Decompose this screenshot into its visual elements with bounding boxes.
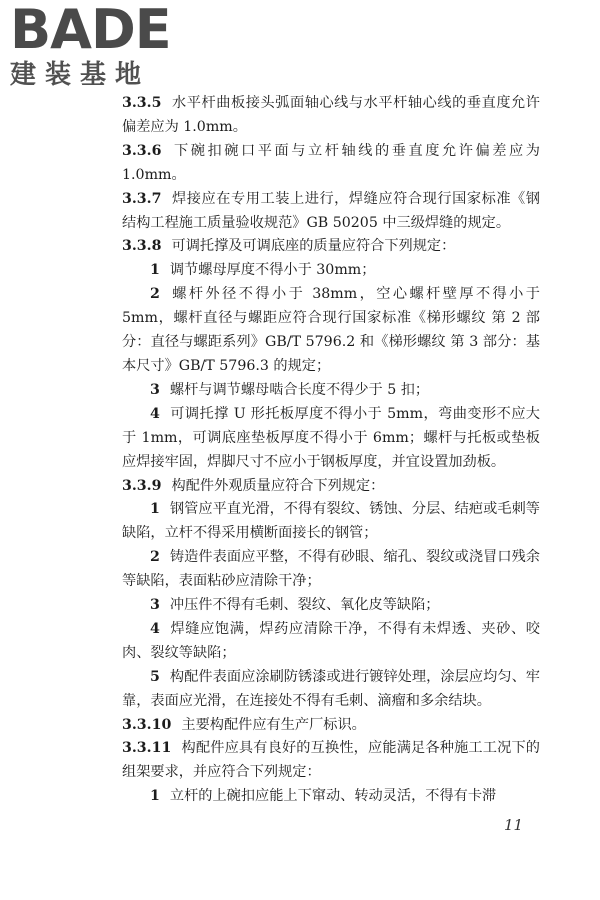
clause-3-3-9: 3.3.9 构配件外观质量应符合下列规定： bbox=[122, 477, 385, 494]
list-item: 2 铸造件表面应平整，不得有砂眼、缩孔、裂纹或浇冒口残余等缺陷，表面粘砂应清除干净； bbox=[122, 549, 540, 590]
logo-subtitle: 建装基地 bbox=[10, 60, 151, 90]
list-item: 2 螺杆外径不得小于 38mm，空心螺杆壁厚不得小于 5mm，螺杆直径与螺距应符合现行国家标准《梯形螺纹 第 2 部分：直径与螺距系列》GB/T 5796.2 和《梯形螺纹 第 3 部分：基本尺寸》GB/T 5796.3 的规定； bbox=[122, 286, 540, 374]
list-item: 1 调节螺母厚度不得小于 30mm； bbox=[150, 262, 376, 279]
list-item: 1 立杆的上碗扣应能上下窜动、转动灵活，不得有卡滞 bbox=[150, 788, 497, 805]
bade-logo bbox=[4, 2, 174, 94]
list-item: 4 焊缝应饱满，焊药应清除干净，不得有未焊透、夹砂、咬肉、裂纹等缺陷； bbox=[122, 620, 540, 661]
list-item: 3 冲压件不得有毛刺、裂纹、氧化皮等缺陷； bbox=[150, 597, 440, 614]
clause-3-3-11: 3.3.11 构配件应具有良好的互换性，应能满足各种施工工况下的组架要求，并应符合下列规定： bbox=[122, 740, 540, 781]
document-body bbox=[122, 92, 540, 809]
list-item: 4 可调托撑 U 形托板厚度不得小于 5mm，弯曲变形不应大于 1mm，可调底座垫板厚度不得小于 6mm；螺杆与托板或垫板应焊接牢固，焊脚尺寸不应小于钢板厚度，并宜设置加劲板。 bbox=[122, 405, 540, 470]
clause-3-3-6: 3.3.6 下碗扣碗口平面与立杆轴线的垂直度允许偏差应为 1.0mm。 bbox=[122, 142, 540, 183]
clause-3-3-7: 3.3.7 焊接应在专用工装上进行，焊缝应符合现行国家标准《钢结构工程施工质量验收规范》GB 50205 中三级焊缝的规定。 bbox=[122, 190, 540, 231]
clause-3-3-5: 3.3.5 水平杆曲板接头弧面轴心线与水平杆轴心线的垂直度允许偏差应为 1.0mm。 bbox=[122, 95, 540, 135]
list-item: 3 螺杆与调节螺母啮合长度不得少于 5 扣； bbox=[150, 381, 430, 398]
clause-3-3-10: 3.3.10 主要构配件应有生产厂标识。 bbox=[122, 716, 366, 733]
clause-3-3-8: 3.3.8 可调托撑及可调底座的质量应符合下列规定： bbox=[122, 238, 456, 255]
page-number: 11 bbox=[504, 816, 524, 834]
list-item: 5 构配件表面应涂刷防锈漆或进行镀锌处理，涂层应均匀、牢靠，表面应光滑，在连接处不得有毛刺、滴瘤和多余结块。 bbox=[122, 668, 540, 709]
list-item: 1 钢管应平直光滑，不得有裂纹、锈蚀、分层、结疤或毛刺等缺陷，立杆不得采用横断面接长的钢管； bbox=[122, 501, 540, 542]
logo-wordmark: BADE bbox=[10, 0, 171, 61]
